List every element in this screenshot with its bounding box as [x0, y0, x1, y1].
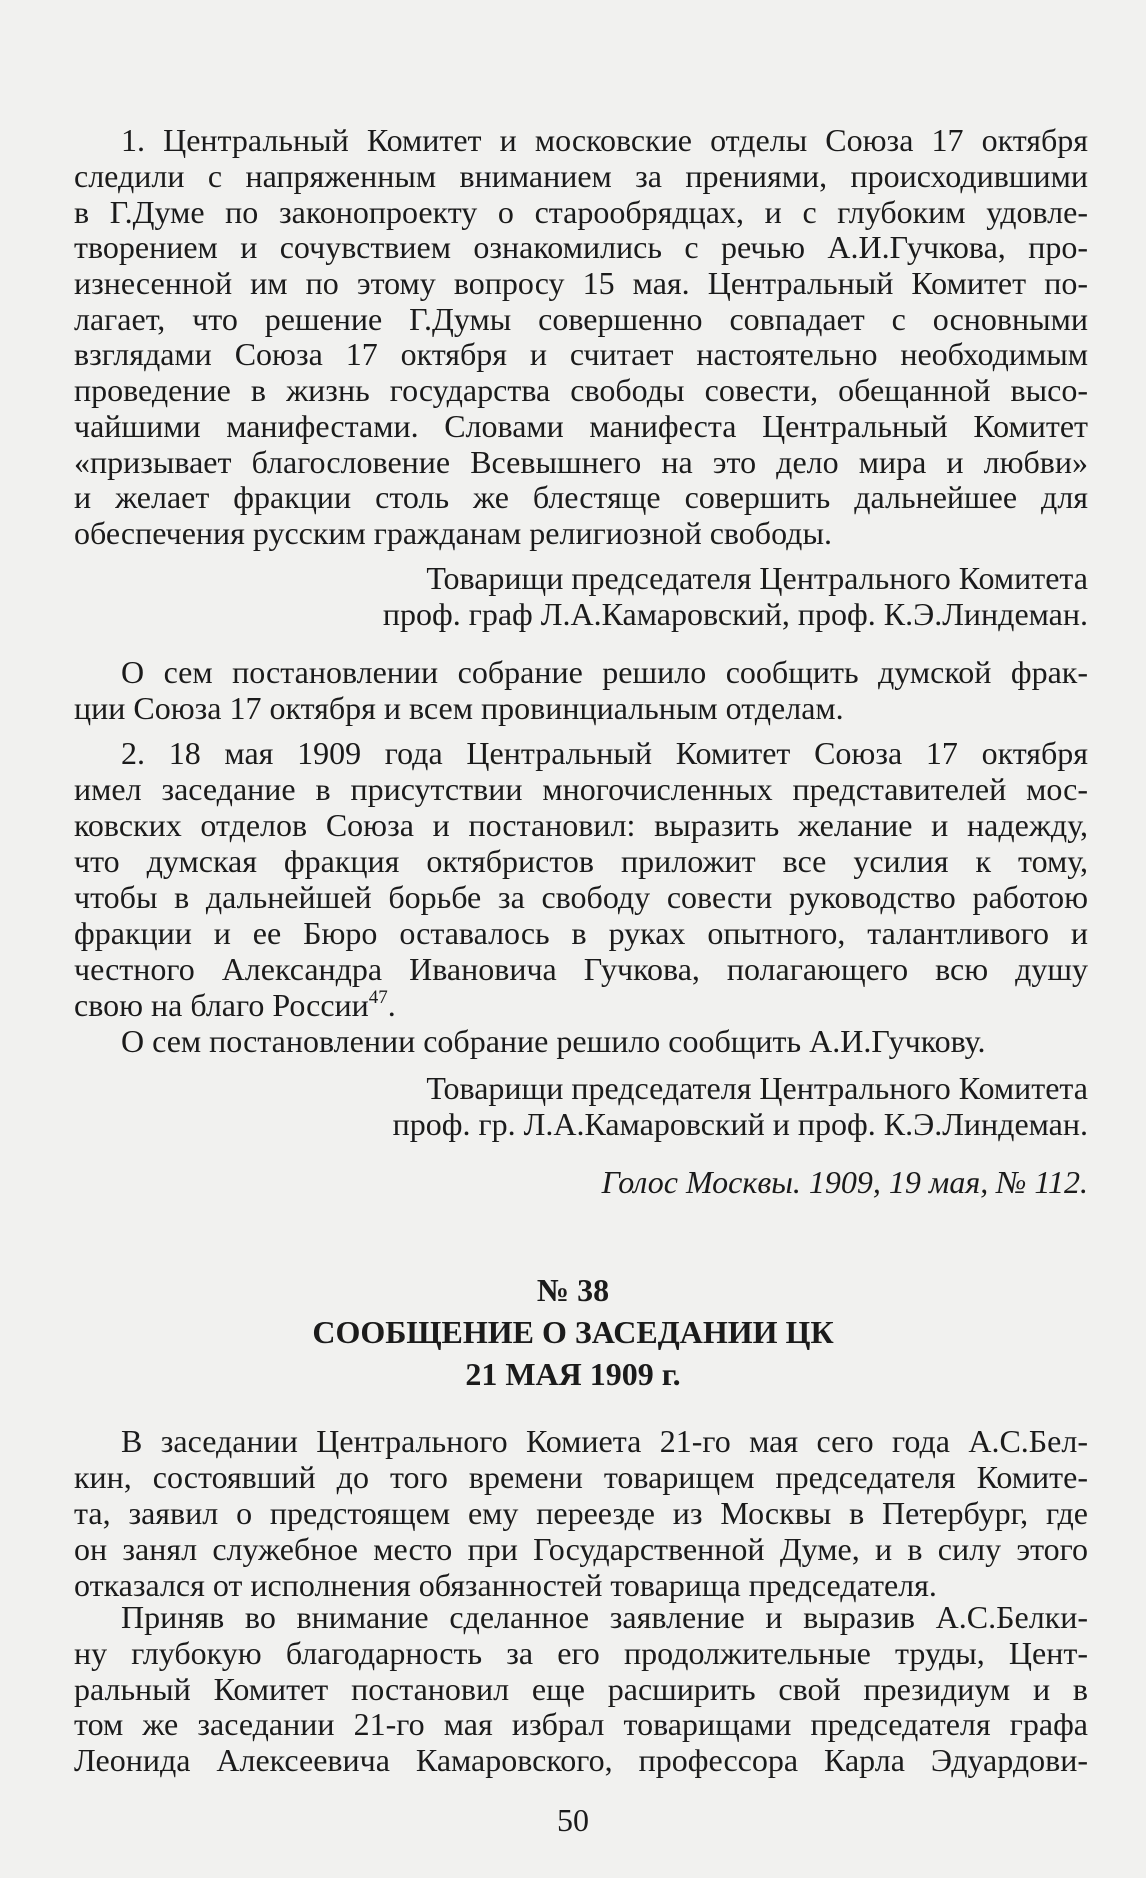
paragraph-line: кин, состоявший до того времени товарищем председателя Комите- — [74, 1459, 1088, 1495]
paragraph-line: изнесенной им по этому вопросу 15 мая. Центральный Комитет по- — [74, 265, 1088, 301]
paragraph-line: взглядами Союза 17 октября и считает настоятельно необходимым — [74, 336, 1088, 372]
paragraph-line: ции Союза 17 октября и всем провинциальным отделам. — [74, 690, 844, 726]
source-citation: Голос Москвы. 1909, 19 мая, № 112. — [601, 1164, 1088, 1200]
paragraph-line: чайшими манифестами. Словами манифеста Центральный Комитет — [74, 408, 1088, 444]
paragraph-line: он занял служебное место при Государственной Думе, и в силу этого — [74, 1531, 1088, 1567]
paragraph-line-text: свою на благо России — [74, 987, 369, 1023]
paragraph-line: чтобы в дальнейшей борьбе за свободу совести руководство работою — [74, 879, 1088, 915]
paragraph-line: 2. 18 мая 1909 года Центральный Комитет Союза 17 октября — [121, 735, 1088, 771]
signature-line: проф. граф Л.А.Камаровский, проф. К.Э.Линдеман. — [382, 596, 1088, 632]
punctuation: . — [387, 987, 396, 1023]
paragraph-line: отказался от исполнения обязанностей товарища председателя. — [74, 1567, 937, 1603]
document-title: СООБЩЕНИЕ О ЗАСЕДАНИИ ЦК — [312, 1314, 834, 1350]
paragraph-line: О сем постановлении собрание решило сообщить думской фрак- — [121, 654, 1088, 690]
paragraph-line: и желает фракции столь же блестяще совершить дальнейшее для — [74, 479, 1088, 515]
paragraph-line: ральный Комитет постановил еще расширить свой президиум и в — [74, 1671, 1088, 1707]
paragraph-line: что думская фракция октябристов приложит все усилия к тому, — [74, 843, 1088, 879]
signature-line: проф. гр. Л.А.Камаровский и проф. К.Э.Линдеман. — [392, 1106, 1088, 1142]
paragraph-line: следили с напряженным вниманием за прениями, происходившими — [74, 158, 1088, 194]
signature-line: Товарищи председателя Центрального Комитета — [426, 1070, 1088, 1106]
document-title: 21 МАЯ 1909 г. — [465, 1356, 681, 1392]
paragraph-line: ну глубокую благодарность за его продолжительные труды, Цент- — [74, 1635, 1088, 1671]
paragraph-line: «призывает благословение Всевышнего на это дело мира и любви» — [74, 444, 1088, 480]
paragraph-line: обеспечения русским гражданам религиозной свободы. — [74, 515, 832, 551]
paragraph-line: творением и сочувствием ознакомились с речью А.И.Гучкова, про- — [74, 229, 1088, 265]
paragraph-line: О сем постановлении собрание решило сообщить А.И.Гучкову. — [121, 1023, 986, 1059]
paragraph-line: 1. Центральный Комитет и московские отделы Союза 17 октября — [121, 122, 1088, 158]
page-number: 50 — [557, 1802, 589, 1838]
paragraph-line: та, заявил о предстоящем ему переезде из Москвы в Петербург, где — [74, 1495, 1088, 1531]
paragraph-line: в Г.Думе по законопроекту о старообрядцах, и с глубоким удовле- — [74, 194, 1088, 230]
document-number: № 38 — [536, 1272, 610, 1308]
paragraph-line: имел заседание в присутствии многочисленных представителей мос- — [74, 771, 1088, 807]
paragraph-line: честного Александра Ивановича Гучкова, полагающего всю душу — [74, 951, 1088, 987]
signature-line: Товарищи председателя Центрального Комитета — [426, 560, 1088, 596]
paragraph-line: Приняв во внимание сделанное заявление и выразив А.С.Белки- — [121, 1599, 1088, 1635]
paragraph-line: фракции и ее Бюро оставалось в руках опытного, талантливого и — [74, 915, 1088, 951]
paragraph-line — [74, 987, 1088, 1023]
paragraph-line: проведение в жизнь государства свободы совести, обещанной высо- — [74, 372, 1088, 408]
paragraph-line: лагает, что решение Г.Думы совершенно совпадает с основными — [74, 301, 1088, 337]
paragraph-line: В заседании Центрального Комиета 21-го мая сего года А.С.Бел- — [121, 1423, 1088, 1459]
paragraph-line: том же заседании 21-го мая избрал товарищами председателя графа — [74, 1706, 1088, 1742]
footnote-marker[interactable]: 47 — [368, 987, 388, 1008]
paragraph-line: Леонида Алексеевича Камаровского, профессора Карла Эдуардови- — [74, 1742, 1088, 1778]
paragraph-line: ковских отделов Союза и постановил: выразить желание и надежду, — [74, 807, 1088, 843]
